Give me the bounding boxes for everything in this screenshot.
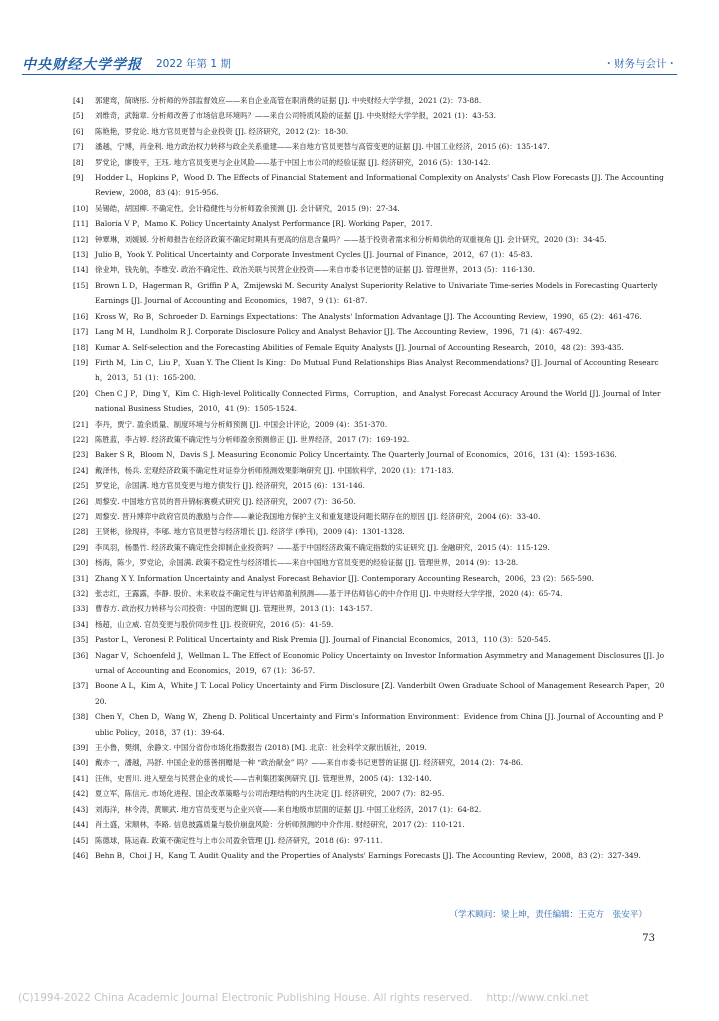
- reference-number: [45]: [73, 835, 89, 845]
- reference-text: 王小鲁，樊纲，余静文. 中国分省份市场化指数报告 (2018) [M]. 北京：社会科学文献出版社，2019.: [95, 743, 427, 753]
- reference-number: [23]: [73, 450, 89, 460]
- reference-text: Firth M，Lin C，Liu P，Xuan Y. The Client Is King：Do Mutual Fund Relationships Bias Analyst Recommendations? [J]. Journal of Accounting Research，2013，51 (1)：165-200.: [95, 357, 659, 383]
- reference-text: Lang M H，Lundholm R J. Corporate Disclosure Policy and Analyst Behavior [J]. The Accounting Review，1996，71 (4)：467-492.: [95, 327, 583, 337]
- reference-item: [73, 494, 665, 509]
- reference-number: [20]: [73, 388, 89, 398]
- reference-text: 钟覃琳，刘媛媛. 分析师报告在经济政策不确定时期具有更高的信息含量吗？——基于投资者需求和分析师供给的双重视角 [J]. 会计研究，2020 (3)：34-45.: [95, 234, 607, 244]
- reference-number: [40]: [73, 758, 89, 768]
- reference-number: [14]: [73, 265, 89, 275]
- reference-text: 汪伟，史晋川. 进入壁垒与民营企业的成长——吉利集团案例研究 [J]. 管理世界，2005 (4)：132-140.: [95, 773, 432, 783]
- reference-text: Chen Y，Chen D，Wang W，Zheng D. Political Uncertainty and Firm's Information Environment：Evidence from China [J]. Journal of Accounting and Public Policy，2018，37 (1)：39-64.: [95, 712, 664, 737]
- reference-item: [73, 216, 665, 231]
- reference-text: 徐业坤，钱先航，李维安. 政治不确定性、政治关联与民营企业投资——来自市委书记更替的证据 [J]. 管理世界，2013 (5)：116-130.: [95, 265, 535, 275]
- reference-item: [73, 848, 665, 863]
- reference-number: [43]: [73, 804, 89, 814]
- reference-number: [21]: [73, 419, 89, 429]
- reference-text: 吴锡皓，胡国柳. 不确定性、会计稳健性与分析师盈余预测 [J]. 会计研究，2015 (9)：27-34.: [95, 203, 400, 213]
- page-number: 73: [642, 933, 655, 944]
- header-rule: [22, 74, 677, 75]
- reference-number: [31]: [73, 573, 89, 583]
- reference-number: [36]: [73, 650, 89, 660]
- reference-text: Kross W，Ro B，Schroeder D. Earnings Expectations：The Analysts' Information Advantage [J]. The Accounting Review，1990，65 (2)：461-476.: [95, 311, 642, 321]
- reference-text: Hodder L，Hopkins P，Wood D. The Effects of Financial Statement and Informational Complexity on Analysts' Cash Flow Forecasts [J]. The Accounting Review，2008，83 (4)：915-956.: [95, 173, 664, 198]
- reference-text: Baloria V P，Mamo K. Policy Uncertainty Analyst Performance [R]. Working Paper，2017.: [95, 219, 433, 229]
- reference-text: Kumar A. Self-selection and the Forecasting Abilities of Female Equity Analysts [J]. Journal of Accounting Research，2010，48 (2)：393-435.: [95, 342, 624, 352]
- reference-text: Baker S R，Bloom N，Davis S J. Measuring Economic Policy Uncertainty. The Quarterly Journal of Economics，2016，131 (4)：1593-1636.: [95, 450, 617, 460]
- reference-number: [38]: [73, 712, 89, 722]
- reference-item: [73, 740, 665, 755]
- reference-item: [73, 571, 665, 586]
- reference-item: [73, 601, 665, 616]
- reference-text: 罗党论，廖俊平，王珏. 地方官员变更与企业风险——基于中国上市公司的经验证据 [J]. 经济研究，2016 (5)：130-142.: [95, 157, 491, 167]
- reference-text: Nagar V，Schoenfeld J，Wellman L. The Effect of Economic Policy Uncertainty on Investor Information Asymmetry and Management Disclosures [J]. Journal of Accounting and Economics，2019，67 (1)：36-57.: [95, 650, 665, 676]
- reference-text: 郭建鸾，简晓彤. 分析师的外部监督效应——来自企业高管在职消费的证据 [J]. 中央财经大学学报，2021 (2)：73-88.: [95, 96, 482, 105]
- reference-text: 王贤彬，徐现祥，李郇. 地方官员更替与经济增长 [J]. 经济学 (季刊)，2009 (4)：1301-1328.: [95, 527, 405, 537]
- reference-number: [27]: [73, 511, 89, 521]
- reference-number: [39]: [73, 743, 89, 753]
- reference-text: 陈艳艳，罗党论. 地方官员更替与企业投资 [J]. 经济研究，2012 (2)：18-30.: [95, 126, 349, 136]
- reference-item: [73, 247, 665, 262]
- reference-item: [73, 278, 665, 309]
- reference-text: Zhang X Y. Information Uncertainty and Analyst Forecast Behavior [J]. Contemporary Accounting Research，2006，23 (2)：565-590.: [95, 573, 594, 583]
- reference-number: [41]: [73, 773, 89, 783]
- copyright-watermark: (C)1994-2022 China Academic Journal Electronic Publishing House. All rights reserved. http://www.cnki.net: [18, 992, 589, 1004]
- reference-item: [73, 340, 665, 355]
- reference-text: 杨海，陈少，罗党论，佘国满. 政策不稳定性与经济增长——来自中国地方官员变更的经验证据 [J]. 管理世界，2014 (9)：13-28.: [95, 558, 519, 568]
- reference-number: [15]: [73, 280, 89, 290]
- reference-number: [22]: [73, 434, 89, 444]
- reference-item: [73, 124, 665, 139]
- reference-item: [73, 771, 665, 786]
- reference-item: [73, 478, 665, 493]
- reference-item: [73, 555, 665, 570]
- reference-item: [73, 386, 665, 417]
- reference-text: 潘越，宁博，肖金利. 地方政治权力转移与政企关系重建——来自地方官员更替与高管变更的证据 [J]. 中国工业经济，2015 (6)：135-147.: [95, 142, 550, 152]
- reference-item: [73, 586, 665, 601]
- reference-number: [12]: [73, 234, 89, 244]
- reference-text: Boone A L，Kim A，White J T. Local Policy Uncertainty and Firm Disclosure [Z]. Vanderbilt Owen Graduate School of Management Research Paper，2020.: [95, 681, 665, 706]
- reference-item: [73, 817, 665, 832]
- reference-item: [73, 678, 665, 709]
- reference-text: 陈德球，陈运森. 政策不确定性与上市公司盈余管理 [J]. 经济研究，2018 (6)：97-111.: [95, 835, 383, 845]
- reference-item: [73, 709, 665, 740]
- reference-item: [73, 755, 665, 770]
- reference-item: [73, 170, 665, 201]
- reference-text: 夏立军，陈信元. 市场化进程、国企改革策略与公司治理结构的内生决定 [J]. 经济研究，2007 (7)：82-95.: [95, 789, 445, 799]
- reference-item: [73, 463, 665, 478]
- reference-item: [73, 201, 665, 216]
- reference-list: [73, 93, 665, 863]
- reference-text: 周黎安. 晋升博弈中政府官员的激励与合作——兼论我国地方保护主义和重复建设问题长期存在的原因 [J]. 经济研究，2004 (6)：33-40.: [95, 511, 541, 521]
- reference-number: [8]: [73, 157, 84, 167]
- reference-text: Brown L D，Hagerman R，Griffin P A，Zmijewski M. Security Analyst Superiority Relative to Univariate Time-series Models in Forecasting Quarterly Earnings [J]. Journal of Accounting and Economics，1987，9 (1)：61-87.: [95, 280, 658, 306]
- reference-item: [73, 232, 665, 247]
- reference-number: [16]: [73, 311, 89, 321]
- reference-text: Chen C J P，Ding Y，Kim C. High-level Politically Connected Firms，Corruption，and Analyst Forecast Accuracy Around the World [J]. Journal of International Business Studies，2010，41 (9)：1505-1524.: [95, 388, 661, 414]
- reference-text: 杨超，山立威. 官员变更与股价同步性 [J]. 投资研究，2016 (5)：41-59.: [95, 619, 334, 629]
- reference-number: [18]: [73, 342, 89, 352]
- reference-number: [26]: [73, 496, 89, 506]
- reference-number: [6]: [73, 126, 84, 136]
- reference-item: [73, 108, 665, 123]
- reference-number: [25]: [73, 481, 89, 491]
- reference-text: Julio B，Yook Y. Political Uncertainty and Corporate Investment Cycles [J]. Journal of Finance，2012，67 (1)：45-83.: [95, 250, 533, 260]
- journal-name: 中央财经大学学报: [22, 57, 142, 73]
- reference-number: [13]: [73, 250, 89, 260]
- reference-item: [73, 309, 665, 324]
- reference-number: [7]: [73, 142, 84, 152]
- reference-number: [5]: [73, 111, 84, 121]
- reference-number: [17]: [73, 327, 89, 337]
- reference-item: [73, 447, 665, 462]
- reference-number: [34]: [73, 619, 89, 629]
- reference-text: Pastor L，Veronesi P. Political Uncertainty and Risk Premia [J]. Journal of Financial Economics，2013，110 (3)：520-545.: [95, 635, 551, 645]
- reference-item: [73, 139, 665, 154]
- reference-number: [35]: [73, 635, 89, 645]
- reference-item: [73, 432, 665, 447]
- reference-number: [24]: [73, 465, 89, 475]
- reference-number: [9]: [73, 173, 84, 183]
- reference-number: [37]: [73, 681, 89, 691]
- reference-text: 李丹，贾宁. 盈余质量、制度环境与分析师预测 [J]. 中国会计评论，2009 (4)：351-370.: [95, 419, 388, 429]
- reference-number: [44]: [73, 820, 89, 830]
- editor-credit: （学术顾问：梁上坤，责任编辑：王克方 张安平）: [449, 910, 647, 920]
- reference-number: [33]: [73, 604, 89, 614]
- reference-text: 周黎安. 中国地方官员的晋升锦标赛模式研究 [J]. 经济研究，2007 (7)：36-50.: [95, 496, 356, 506]
- reference-item: [73, 648, 665, 679]
- reference-text: 陈胜蓝，李占婷. 经济政策不确定性与分析师盈余预测修正 [J]. 世界经济，2017 (7)：169-192.: [95, 434, 410, 444]
- reference-item: [73, 355, 665, 386]
- reference-text: 刘海洋，林令涛，黄顺武. 地方官员变更与企业兴衰——来自地级市层面的证据 [J]. 中国工业经济，2017 (1)：64-82.: [95, 804, 482, 814]
- reference-number: [32]: [73, 589, 89, 598]
- reference-item: [73, 524, 665, 539]
- reference-number: [10]: [73, 203, 89, 213]
- reference-text: 戴亦一，潘越，冯舒. 中国企业的慈善捐赠是一种 “政治献金” 吗？——来自市委书记更替的证据 [J]. 经济研究，2014 (2)：74-86.: [95, 758, 523, 768]
- reference-number: [28]: [73, 527, 89, 537]
- reference-item: [73, 93, 665, 108]
- journal-issue: 2022 年第 1 期: [156, 58, 231, 70]
- reference-item: [73, 632, 665, 647]
- reference-text: 戴泽伟，杨兵. 宏观经济政策不确定性对证券分析师预测效果影响研究 [J]. 中国软科学，2020 (1)：171-183.: [95, 465, 454, 475]
- reference-number: [19]: [73, 357, 89, 367]
- reference-text: 张志红，王露露，李静. 股价、未来收益不确定性与评估师盈利预测——基于评估师信心的中介作用 [J]. 中央财经大学学报，2020 (4)：65-74.: [95, 589, 563, 598]
- reference-item: [73, 540, 665, 555]
- reference-item: [73, 324, 665, 339]
- reference-text: 曹春方. 政治权力转移与公司投资：中国的逻辑 [J]. 管理世界，2013 (1)：143-157.: [95, 604, 373, 614]
- reference-number: [30]: [73, 558, 89, 568]
- reference-number: [42]: [73, 789, 89, 799]
- running-header: [0, 50, 719, 78]
- reference-item: [73, 509, 665, 524]
- reference-item: [73, 802, 665, 817]
- reference-text: 李凤羽，杨墨竹. 经济政策不确定性会抑制企业投资吗？——基于中国经济政策不确定指数的实证研究 [J]. 金融研究，2015 (4)：115-129.: [95, 542, 550, 552]
- reference-number: [4]: [73, 96, 84, 105]
- reference-text: 刘维奇，武翰章. 分析师改善了市场信息环境吗？——来自公司特质风险的证据 [J]. 中央财经大学学报，2021 (1)：43-53.: [95, 111, 496, 121]
- reference-number: [46]: [73, 850, 89, 860]
- reference-item: [73, 833, 665, 848]
- reference-item: [73, 617, 665, 632]
- reference-number: [11]: [73, 219, 89, 229]
- section-tag: ・财务与会计・: [603, 58, 677, 70]
- reference-item: [73, 786, 665, 801]
- reference-text: 罗党论，佘国满. 地方官员变更与地方债发行 [J]. 经济研究，2015 (6)：131-146.: [95, 481, 365, 491]
- reference-text: Behn B，Choi J H，Kang T. Audit Quality and the Properties of Analysts' Earnings Forecasts [J]. The Accounting Review，2008，83 (2)：327-349.: [95, 850, 641, 860]
- reference-text: 肖土盛，宋顺林，李路. 信息披露质量与股价崩盘风险：分析师预测的中介作用. 财经研究，2017 (2)：110-121.: [95, 820, 465, 830]
- reference-number: [29]: [73, 542, 89, 552]
- reference-item: [73, 155, 665, 170]
- reference-item: [73, 417, 665, 432]
- reference-item: [73, 262, 665, 277]
